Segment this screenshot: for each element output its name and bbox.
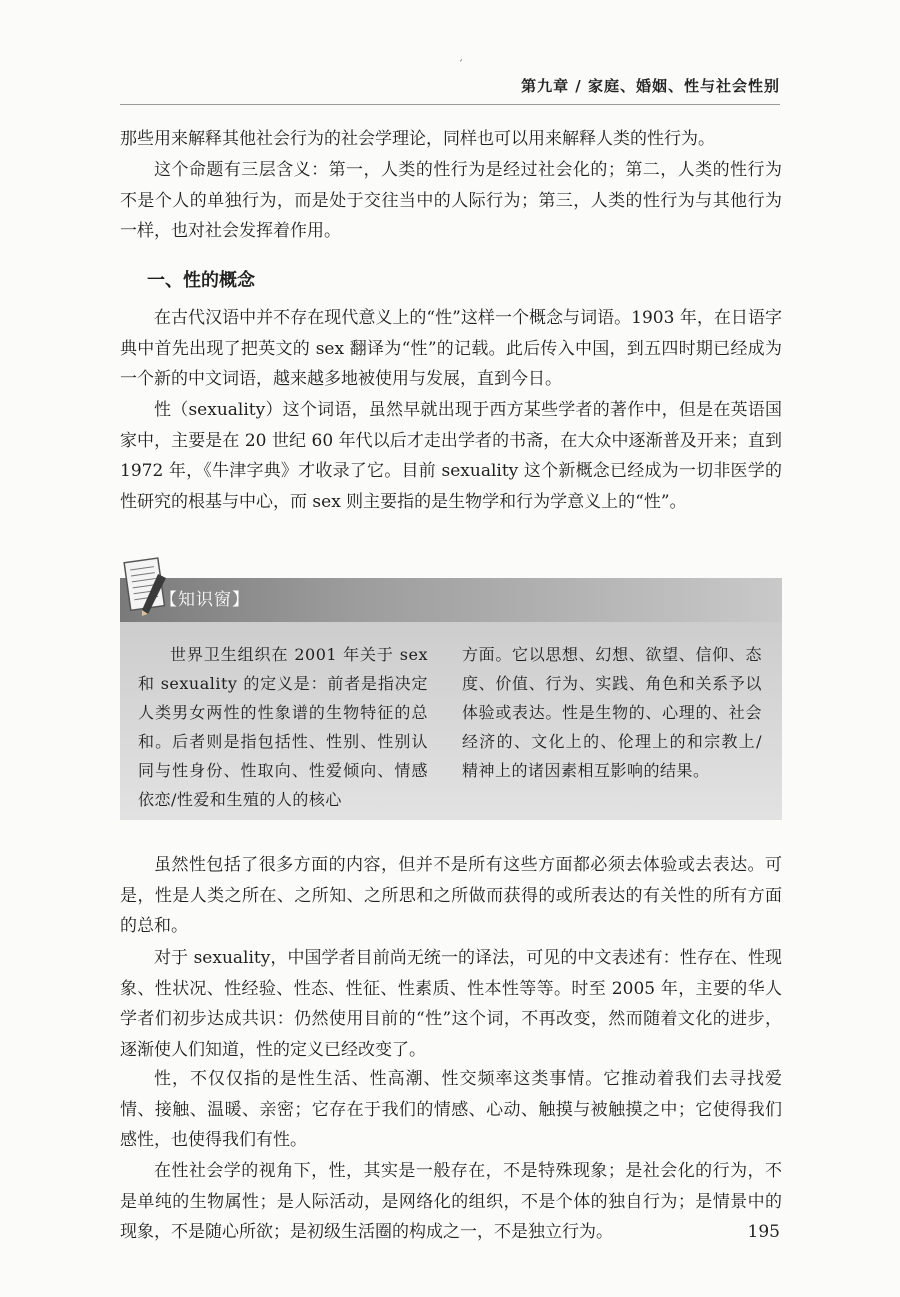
page-number: 195 <box>747 1222 780 1242</box>
running-head-chapter-title: 第九章 / 家庭、婚姻、性与社会性别 <box>521 77 780 95</box>
body-paragraph-2: 对于 sexuality，中国学者目前尚无统一的译法，可见的中文表述有：性存在、性现象、性状况、性经验、性态、性征、性素质、性本性等等。时至 2005 年，主要的华人学者们初步达成共识：仍然使用目前的“性”这个词，不再改变，然而随着文化的进步，逐渐使人们知道，性的定义已经改变了。 <box>120 948 782 1060</box>
section-paragraph-1: 在古代汉语中并不存在现代意义上的“性”这样一个概念与词语。1903 年，在日语字典中首先出现了把英文的 sex 翻译为“性”的记载。此后传入中国，到五四时期已经成为一个新的中文词语，越来越多地被使用与发展，直到今日。 <box>120 308 782 389</box>
intro-paragraph-2: 这个命题有三层含义：第一，人类的性行为是经过社会化的；第二，人类的性行为不是个人的单独行为，而是处于交往当中的人际行为；第三，人类的性行为与其他行为一样，也对社会发挥着作用。 <box>120 160 782 241</box>
section-heading: 一、性的概念 <box>147 270 255 291</box>
intro-paragraph-1: 那些用来解释其他社会行为的社会学理论，同样也可以用来解释人类的性行为。 <box>120 129 715 149</box>
body-paragraph-1: 虽然性包括了很多方面的内容，但并不是所有这些方面都必须去体验或去表达。可是，性是人类之所在、之所知、之所思和之所做而获得的或所表达的有关性的所有方面的总和。 <box>120 855 782 936</box>
knowledge-box-left-column: 世界卫生组织在 2001 年关于 sex 和 sexuality 的定义是：前者是指决定人类男女两性的性象谱的生物特征的总和。后者则是指包括性、性别、性别认同与性身份、性取向、性爱倾向、情感依恋/性爱和生殖的人的核心 <box>138 645 428 809</box>
section-paragraph-2: 性（sexuality）这个词语，虽然早就出现于西方某些学者的著作中，但是在英语国家中，主要是在 20 世纪 60 年代以后才走出学者的书斋，在大众中逐渐普及开来；直到 1972 年，《牛津字典》才收录了它。目前 sexuality 这个新概念已经成为一切非医学的性研究的根基与中心，而 sex 则主要指的是生物学和行为学意义上的“性”。 <box>120 400 782 512</box>
body-paragraph-3: 性，不仅仅指的是性生活、性高潮、性交频率这类事情。它推动着我们去寻找爱情、接触、温暖、亲密；它存在于我们的情感、心动、触摸与被触摸之中；它使得我们感性，也使得我们有性。 <box>120 1069 782 1150</box>
header-rule <box>120 104 780 105</box>
knowledge-box-title: 【知识窗】 <box>160 590 250 610</box>
print-speck: ˊ <box>458 60 463 71</box>
body-paragraph-4: 在性社会学的视角下，性，其实是一般存在，不是特殊现象；是社会化的行为，不是单纯的生物属性；是人际活动，是网络化的组织，不是个体的独自行为；是情景中的现象，不是随心所欲；是初级生活圈的构成之一，不是独立行为。 <box>120 1161 782 1242</box>
knowledge-box-right-column: 方面。它以思想、幻想、欲望、信仰、态度、价值、行为、实践、角色和关系予以体验或表达。性是生物的、心理的、社会经济的、文化上的、伦理上的和宗教上/精神上的诸因素相互影响的结果。 <box>462 645 762 780</box>
